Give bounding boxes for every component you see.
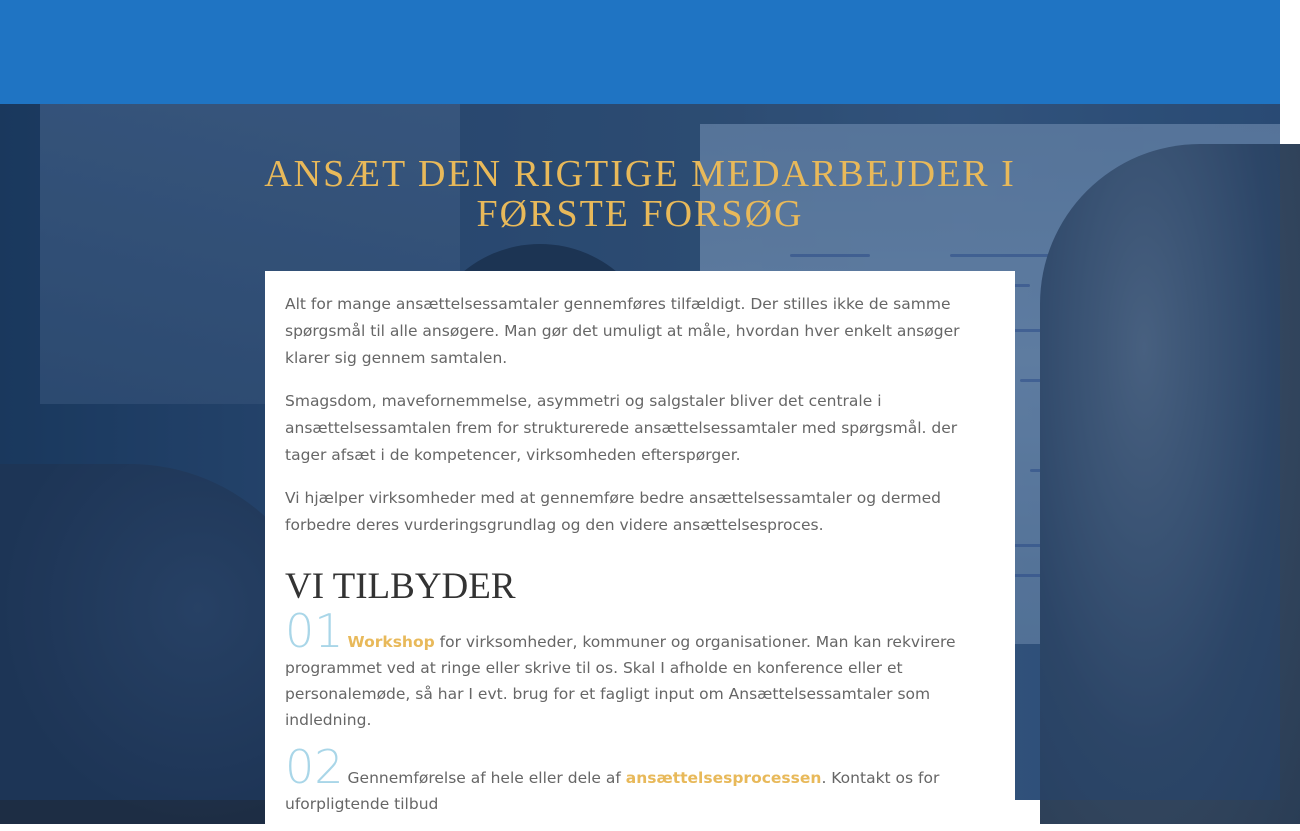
page-title — [0, 154, 1280, 234]
offers-heading: VI TILBYDER — [285, 566, 516, 607]
offer-item — [285, 604, 995, 733]
page-title-line-2: FØRSTE FORSØG — [476, 193, 804, 235]
page-title-line-1: ANSÆT DEN RIGTIGE MEDARBEJDER I — [264, 153, 1016, 195]
offer-text-end: . Kontakt os for uforpligtende tilbud — [285, 769, 940, 813]
offer-highlight-link[interactable]: Workshop — [347, 633, 435, 651]
offer-item — [285, 740, 995, 817]
hero-section — [0, 104, 1280, 813]
intro-paragraph-3: Vi hjælper virksomheder med at gennemføre bedre ansættelsessamtaler og dermed forbedre deres vurderingsgrundlag og den videre ansættelsesproces. — [285, 489, 941, 534]
content-box — [265, 271, 1015, 831]
offer-text: for virksomheder, kommuner og organisationer. Man kan rekvirere programmet ved at ringe eller skrive til os. Skal I afholde en konference eller et personalemøde, så har I evt. brug for et fagligt input om Ansættelsessamtaler som indledning. — [285, 633, 956, 729]
top-header-bar — [0, 0, 1280, 104]
offer-text: Gennemførelse af hele eller dele af — [347, 769, 626, 787]
offer-highlight-link[interactable]: ansættelsesprocessen — [625, 769, 822, 787]
offer-number: 02 — [285, 740, 344, 794]
intro-paragraph-2: Smagsdom, mavefornemmelse, asymmetri og salgstaler bliver det centrale i ansættelsessamtalen frem for strukturerede ansættelsessamtaler med spørgsmål. der tager afsæt i de kompetencer, virksomheden efterspørger. — [285, 392, 958, 464]
offer-number: 01 — [285, 604, 344, 658]
intro-paragraph-1: Alt for mange ansættelsessamtaler gennemføres tilfældigt. Der stilles ikke de samme spørgsmål til alle ansøgere. Man gør det umuligt at måle, hvordan hver enkelt ansøger klarer sig gennem samtalen. — [285, 295, 960, 367]
